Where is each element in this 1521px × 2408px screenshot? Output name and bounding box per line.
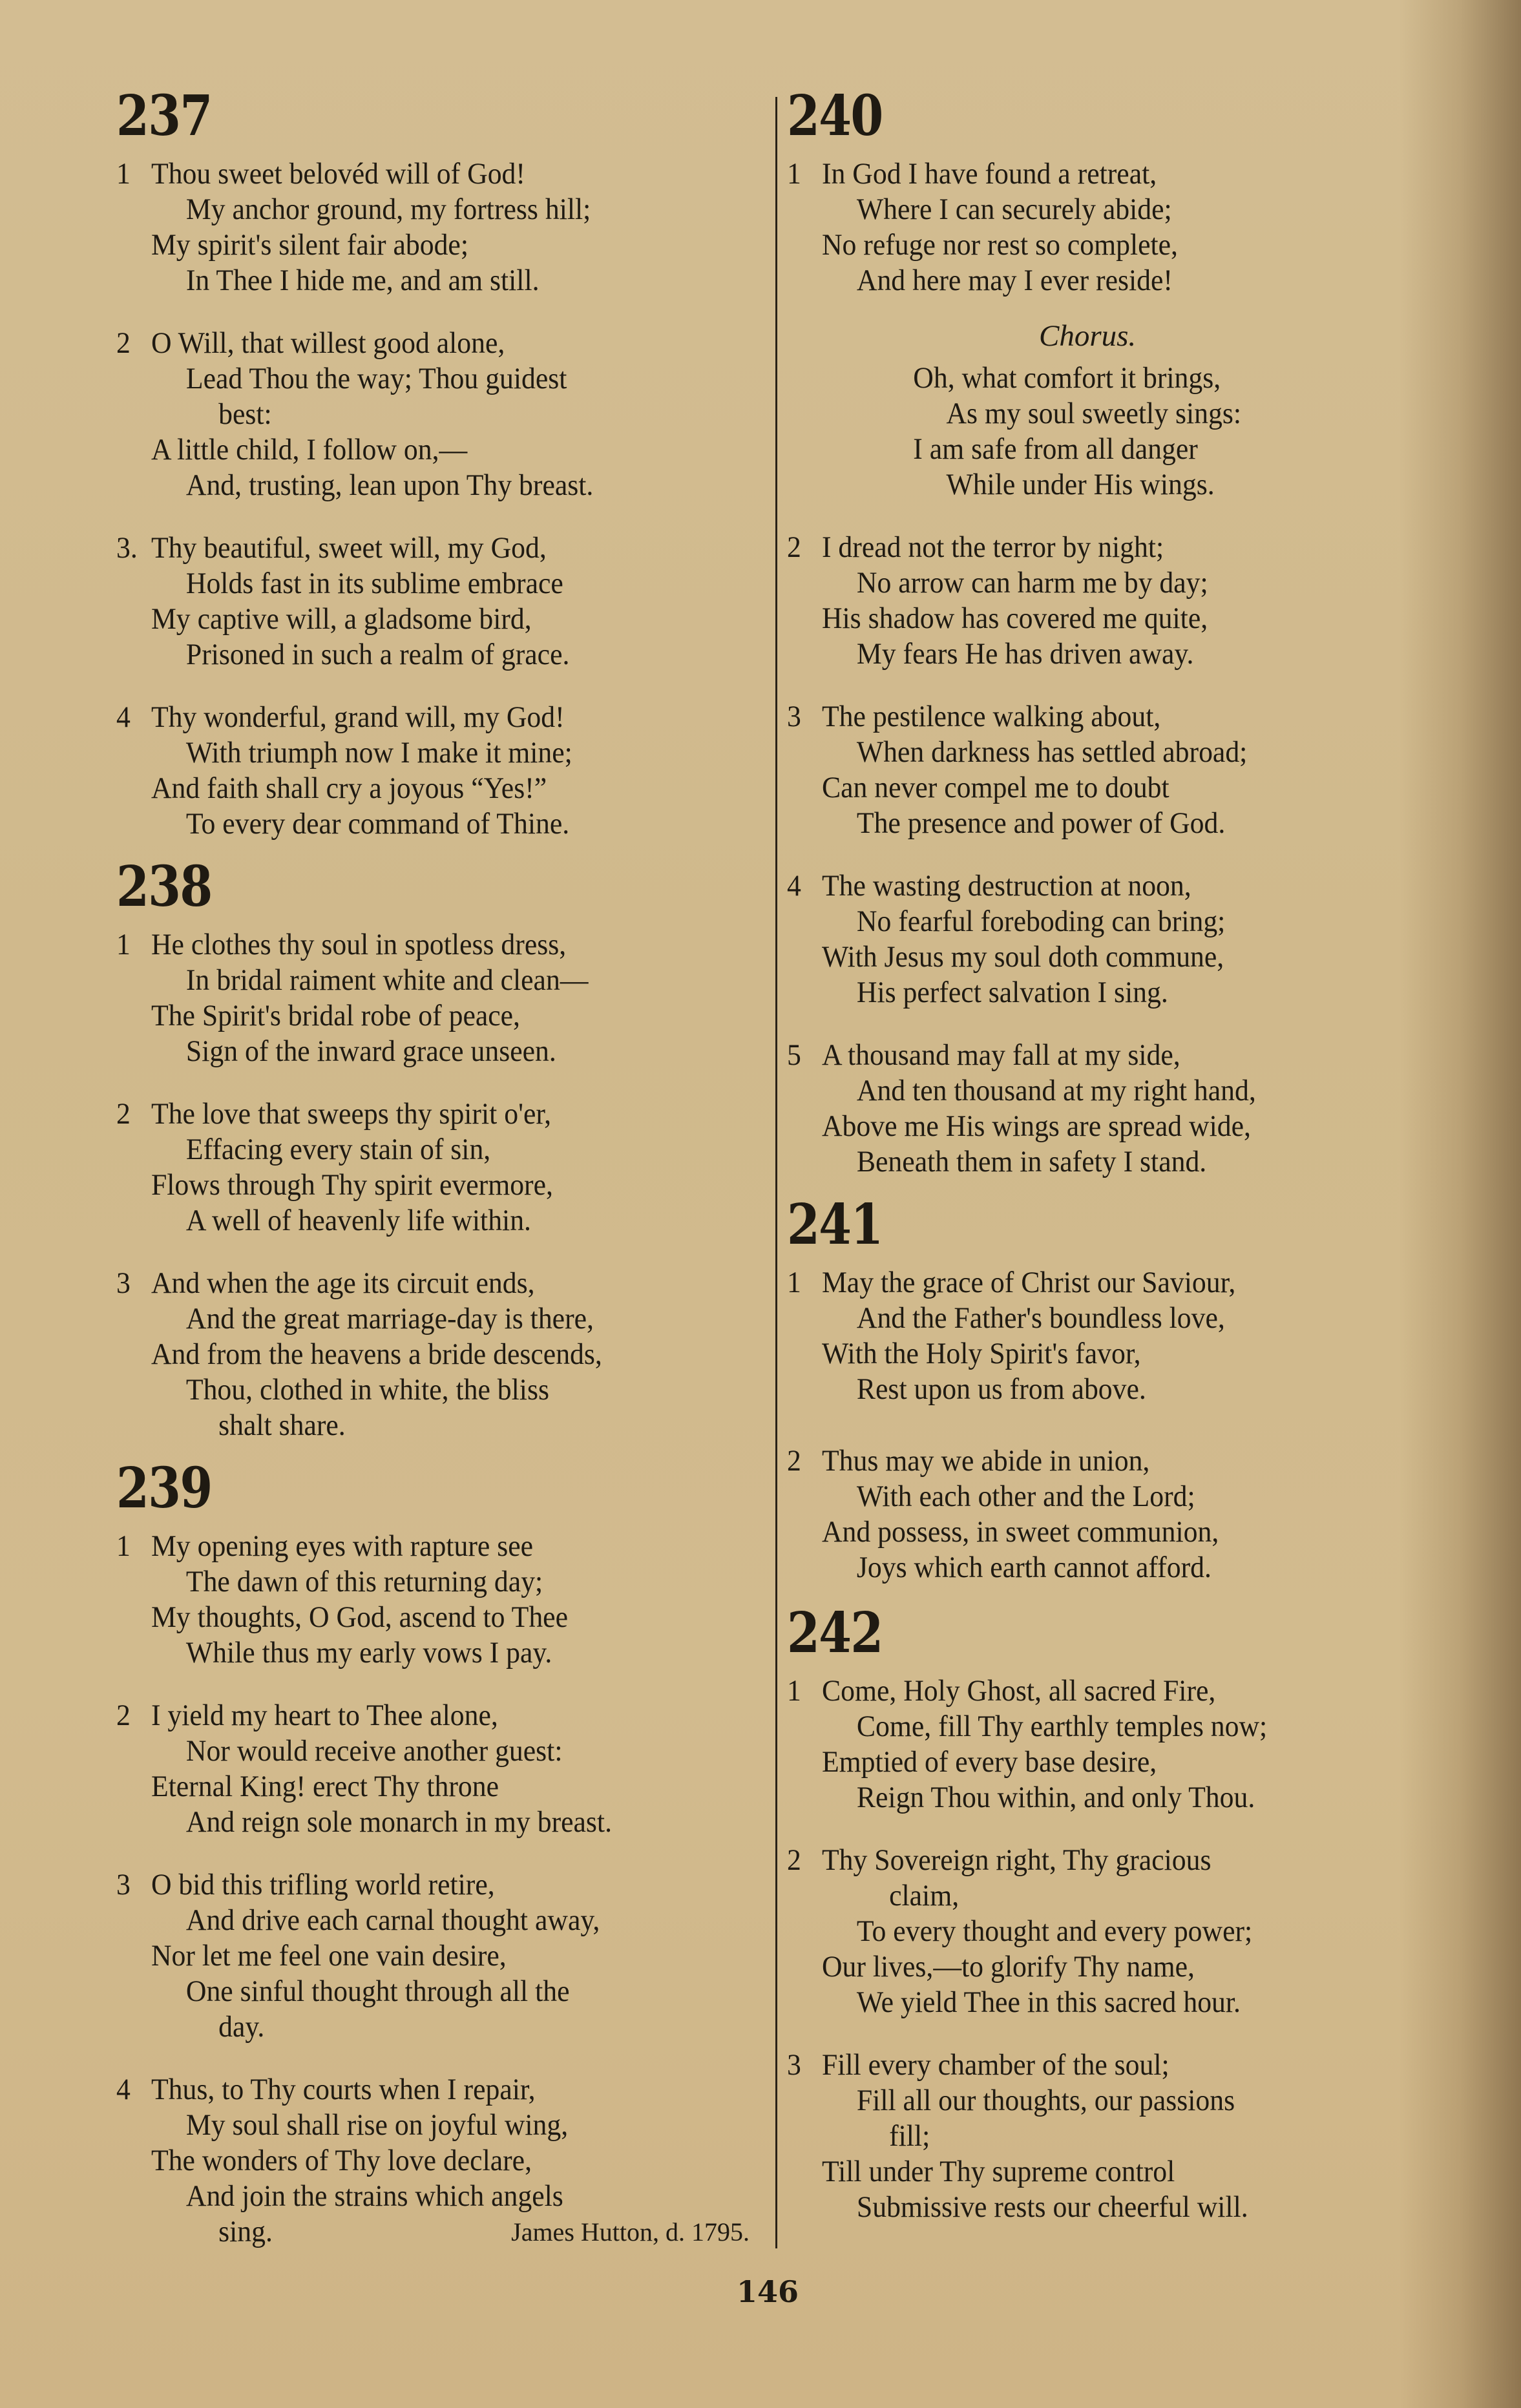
verse-line-continuation: best: xyxy=(218,397,272,431)
hymn-242 xyxy=(787,1601,1433,2225)
verse-line: The presence and power of God. xyxy=(856,806,1226,840)
verse-line: Thus, to Thy courts when I repair, xyxy=(151,2073,536,2106)
verse-line: Eternal King! erect Thy throne xyxy=(151,1770,499,1803)
hymn-237 xyxy=(116,84,762,842)
verse-number: 2 xyxy=(787,1843,801,1877)
verse-line: The pestilence walking about, xyxy=(821,700,1161,733)
verse-line: The wonders of Thy love declare, xyxy=(151,2144,532,2177)
verse-line: O Will, that willest good alone, xyxy=(151,326,505,360)
verse-line: No arrow can harm me by day; xyxy=(856,566,1208,600)
verse-number: 3 xyxy=(116,1266,131,1300)
verse-line: And here may I ever reside! xyxy=(856,264,1173,297)
verse-line: My fears He has driven away. xyxy=(856,637,1194,671)
verse-line: The love that sweeps thy spirit o'er, xyxy=(151,1097,552,1131)
verse-line: And, trusting, lean upon Thy breast. xyxy=(185,468,594,502)
verse xyxy=(116,530,762,673)
verse-line: Can never compel me to doubt xyxy=(821,771,1170,804)
verse-line-continuation: day. xyxy=(218,2010,265,2044)
verse-number: 2 xyxy=(787,530,801,564)
verse-line: With each other and the Lord; xyxy=(856,1480,1195,1513)
chorus-line: While under His wings. xyxy=(946,468,1215,501)
verse-line: Sign of the inward grace unseen. xyxy=(185,1034,556,1068)
hymn-number: 237 xyxy=(116,83,212,149)
verse-line: In God I have found a retreat, xyxy=(821,157,1157,191)
verse-line: Nor would receive another guest: xyxy=(185,1734,563,1768)
verse xyxy=(116,927,762,1069)
verse-line: Holds fast in its sublime embrace xyxy=(185,567,563,600)
verse-line: With triumph now I make it mine; xyxy=(185,736,572,770)
chorus-line: As my soul sweetly sings: xyxy=(946,397,1242,430)
verse-line: With the Holy Spirit's favor, xyxy=(821,1337,1141,1370)
verse xyxy=(787,2047,1433,2225)
verse-line: Reign Thou within, and only Thou. xyxy=(856,1781,1255,1814)
author-attribution: James Hutton, d. 1795. xyxy=(511,2217,750,2246)
verse xyxy=(787,530,1433,672)
verse-line: The wasting destruction at noon, xyxy=(821,869,1191,903)
hymn-number: 241 xyxy=(787,1192,883,1257)
verse-line: To every thought and every power; xyxy=(856,1914,1253,1948)
verse-line: I dread not the terror by night; xyxy=(821,530,1164,564)
verse-line: And faith shall cry a joyous “Yes!” xyxy=(151,771,547,805)
verse-number: 5 xyxy=(787,1038,801,1072)
verse-line: Emptied of every base desire, xyxy=(821,1745,1157,1779)
verse-line: One sinful thought through all the xyxy=(185,1974,570,2008)
verse-line: And from the heavens a bride descends, xyxy=(151,1337,602,1371)
verse-line: Submissive rests our cheerful will. xyxy=(856,2190,1248,2224)
verse-number: 4 xyxy=(787,869,801,903)
verse-line: My opening eyes with rapture see xyxy=(151,1529,534,1563)
verse-line: And ten thousand at my right hand, xyxy=(856,1074,1256,1107)
hymn-240 xyxy=(787,84,1433,1180)
verse-line: I yield my heart to Thee alone, xyxy=(151,1699,498,1732)
verse-number: 1 xyxy=(116,928,131,961)
chorus xyxy=(787,317,1433,503)
verse-line: The Spirit's bridal robe of peace, xyxy=(151,999,520,1032)
verse-line: Thus may we abide in union, xyxy=(821,1444,1150,1478)
verse-line: And reign sole monarch in my breast. xyxy=(185,1805,613,1839)
verse-number: 4 xyxy=(116,2073,131,2106)
verse-line: In bridal raiment white and clean— xyxy=(185,963,589,997)
verse-line: Come, fill Thy earthly temples now; xyxy=(856,1710,1268,1743)
verse xyxy=(116,1529,762,1671)
verse xyxy=(787,1843,1433,2020)
verse-line: Where I can securely abide; xyxy=(856,193,1172,226)
verse-line: No refuge nor rest so complete, xyxy=(821,228,1178,262)
verse-number: 1 xyxy=(787,1266,801,1299)
verse-line: O bid this trifling world retire, xyxy=(151,1868,495,1901)
verse-line: And possess, in sweet communion, xyxy=(821,1515,1219,1549)
verse-line: Lead Thou the way; Thou guidest xyxy=(185,362,567,395)
chorus-line: I am safe from all danger xyxy=(913,432,1198,466)
verse-number: 2 xyxy=(116,1097,131,1131)
column-divider xyxy=(775,97,777,2248)
hymn-241 xyxy=(787,1193,1433,1586)
verse-line: My soul shall rise on joyful wing, xyxy=(185,2108,569,2142)
verse-line: Flows through Thy spirit evermore, xyxy=(151,1168,553,1202)
hymn-number: 240 xyxy=(787,83,883,149)
verse-line: Prisoned in such a realm of grace. xyxy=(185,638,570,671)
right-column xyxy=(787,84,1433,2252)
verse xyxy=(116,1698,762,1840)
verse-line: And the great marriage-day is there, xyxy=(185,1302,594,1335)
verse-line: Joys which earth cannot afford. xyxy=(856,1551,1212,1584)
left-column xyxy=(116,84,762,2277)
verse-line: My thoughts, O God, ascend to Thee xyxy=(151,1600,568,1634)
verse-line: Till under Thy supreme control xyxy=(821,2155,1175,2188)
verse-line: May the grace of Christ our Saviour, xyxy=(821,1266,1236,1299)
verse-number: 4 xyxy=(116,700,131,734)
verse-number: 3 xyxy=(116,1868,131,1901)
verse-number: 2 xyxy=(116,1699,131,1732)
chorus-line: Oh, what comfort it brings, xyxy=(913,361,1221,395)
verse-line: Nor let me feel one vain desire, xyxy=(151,1939,507,1973)
verse xyxy=(116,326,762,503)
verse-line: No fearful foreboding can bring; xyxy=(856,905,1226,938)
hymn-number: 238 xyxy=(116,854,212,919)
chorus-label: Chorus. xyxy=(1039,319,1137,353)
verse-line: And drive each carnal thought away, xyxy=(185,1903,600,1937)
verse-line: In Thee I hide me, and am still. xyxy=(185,264,540,297)
verse-number: 2 xyxy=(116,326,131,360)
verse-number: 1 xyxy=(787,1674,801,1708)
verse xyxy=(787,1443,1433,1586)
verse-line-continuation: sing. xyxy=(218,2215,273,2248)
verse-line: Thou sweet belovéd will of God! xyxy=(151,157,525,191)
verse-number: 1 xyxy=(787,157,801,191)
verse-line: We yield Thee in this sacred hour. xyxy=(856,1985,1241,2019)
verse-line: Thou, clothed in white, the bliss xyxy=(185,1373,549,1407)
verse-line: His shadow has covered me quite, xyxy=(821,602,1208,635)
verse-line: The dawn of this returning day; xyxy=(185,1565,543,1598)
verse xyxy=(116,2072,762,2250)
verse-line: Thy beautiful, sweet will, my God, xyxy=(151,531,547,565)
verse xyxy=(116,1867,762,2045)
verse-line: Rest upon us from above. xyxy=(856,1372,1146,1406)
verse-line-continuation: shalt share. xyxy=(218,1408,346,1442)
verse-line: My spirit's silent fair abode; xyxy=(151,228,468,262)
verse-number: 3 xyxy=(787,2048,801,2082)
verse-line: He clothes thy soul in spotless dress, xyxy=(151,928,567,961)
verse-line: And join the strains which angels xyxy=(185,2179,563,2213)
verse-number: 3 xyxy=(787,700,801,733)
hymn-number: 239 xyxy=(116,1456,212,1521)
verse-line: A little child, I follow on,— xyxy=(151,433,468,466)
verse-line: Above me His wings are spread wide, xyxy=(821,1109,1251,1143)
hymn-number: 242 xyxy=(787,1600,883,1666)
verse-line: To every dear command of Thine. xyxy=(185,807,570,841)
verse xyxy=(787,1265,1433,1407)
verse-line-continuation: fill; xyxy=(889,2119,930,2153)
hymn-239 xyxy=(116,1456,762,2250)
verse-line: Effacing every stain of sin, xyxy=(185,1133,491,1166)
verse-line: A well of heavenly life within. xyxy=(185,1204,531,1237)
verse xyxy=(116,156,762,298)
verse-line: With Jesus my soul doth commune, xyxy=(821,940,1224,974)
verse xyxy=(787,1038,1433,1180)
verse xyxy=(787,699,1433,841)
verse-line: Thy Sovereign right, Thy gracious xyxy=(821,1843,1212,1877)
verse-number: 3. xyxy=(116,531,138,565)
verse xyxy=(116,1096,762,1239)
verse-line: Thy wonderful, grand will, my God! xyxy=(151,700,565,734)
verse-line: A thousand may fall at my side, xyxy=(821,1038,1180,1072)
verse-line: While thus my early vows I pay. xyxy=(185,1636,552,1670)
verse-line: His perfect salvation I sing. xyxy=(856,976,1168,1009)
verse-line: Come, Holy Ghost, all sacred Fire, xyxy=(821,1674,1216,1708)
verse xyxy=(787,868,1433,1010)
verse-line: And the Father's boundless love, xyxy=(856,1301,1225,1335)
verse-number: 2 xyxy=(787,1444,801,1478)
verse-line-continuation: claim, xyxy=(889,1879,960,1912)
hymn-238 xyxy=(116,855,762,1443)
verse-line: Fill all our thoughts, our passions xyxy=(856,2084,1235,2117)
verse xyxy=(116,700,762,842)
verse-line: Our lives,—to glorify Thy name, xyxy=(821,1950,1195,1984)
verse xyxy=(787,1673,1433,1816)
verse-line: My captive will, a gladsome bird, xyxy=(151,602,532,636)
verse-line: Fill every chamber of the soul; xyxy=(821,2048,1170,2082)
verse-number: 1 xyxy=(116,157,131,191)
verse xyxy=(116,1266,762,1443)
verse-line: When darkness has settled abroad; xyxy=(856,735,1248,769)
verse xyxy=(787,156,1433,298)
verse-line: Beneath them in safety I stand. xyxy=(856,1145,1207,1178)
verse-line: My anchor ground, my fortress hill; xyxy=(185,193,591,226)
verse-line: And when the age its circuit ends, xyxy=(151,1266,535,1300)
verse-number: 1 xyxy=(116,1529,131,1563)
page-number: 146 xyxy=(737,2274,799,2309)
